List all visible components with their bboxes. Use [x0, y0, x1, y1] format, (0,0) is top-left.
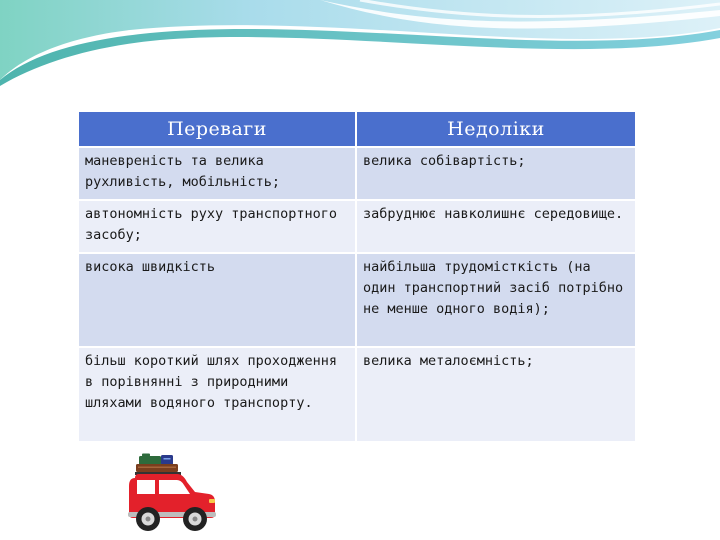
header-advantages: Переваги	[79, 112, 355, 146]
advantage-cell: висока швидкість	[79, 254, 355, 346]
advantage-cell: автономність руху транспортного засобу;	[79, 201, 355, 252]
table-row	[79, 348, 635, 441]
disadvantage-cell: велика металоємність;	[357, 348, 635, 441]
table-header-row	[79, 112, 635, 146]
advantage-cell: маневреність та велика рухливість, мобільність;	[79, 148, 355, 199]
disadvantage-cell: забруднює навколишнє середовище.	[357, 201, 635, 252]
comparison-table	[77, 110, 637, 443]
car-with-luggage-icon	[125, 452, 220, 534]
table-row	[79, 254, 635, 346]
table-row	[79, 148, 635, 199]
header-disadvantages: Недоліки	[357, 112, 635, 146]
wave-swoosh-decoration	[0, 0, 720, 100]
disadvantage-cell: велика собівартість;	[357, 148, 635, 199]
table-row	[79, 201, 635, 252]
advantage-cell: більш короткий шлях проходження в порівнянні з природними шляхами водяного транспорту.	[79, 348, 355, 441]
disadvantage-cell: найбільша трудомісткість (на один транспортний засіб потрібно не менше одного водія);	[357, 254, 635, 346]
